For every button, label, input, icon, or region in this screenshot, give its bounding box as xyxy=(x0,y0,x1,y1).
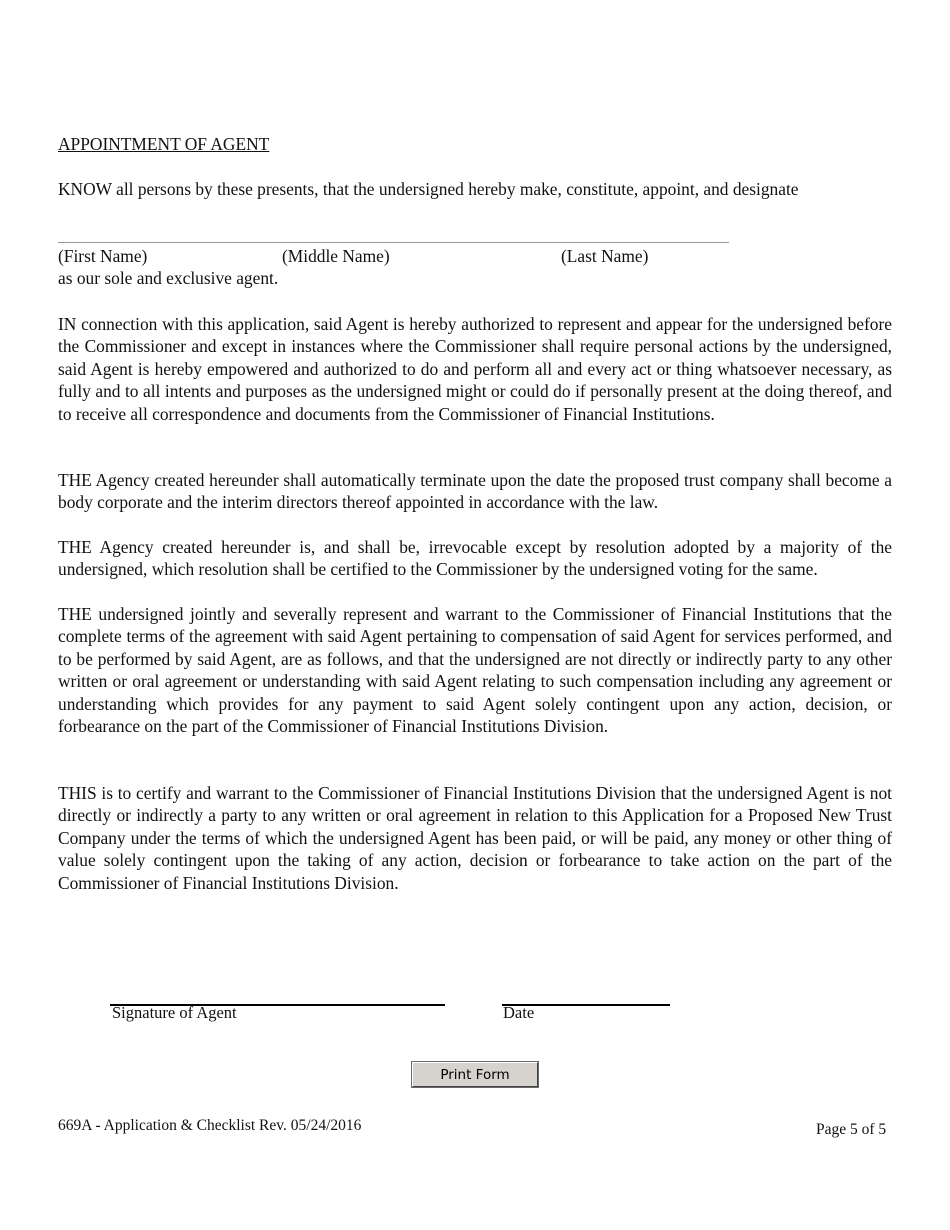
paragraph-compensation: THE undersigned jointly and severally represent and warrant to the Commissioner of Financial Institutions that the complete terms of the agreement with said Agent pertaining to compensation of said Agent for services performed, and to be performed by said Agent, are as follows, and that the undersigned are not directly or indirectly party to any other written or oral agreement or understanding with said Agent relating to such compensation including any agreement or understanding which provides for any payment to said Agent solely contingent upon any action, decision, or forbearance on the part of the Commissioner of Financial Institutions Division. xyxy=(58,604,892,737)
signature-of-agent-label: Signature of Agent xyxy=(112,1003,237,1022)
paragraph-irrevocable: THE Agency created hereunder is, and shall be, irrevocable except by resolution adopted by a majority of the undersigned, which resolution shall be certified to the Commissioner by the undersigned voting for the same. xyxy=(58,537,892,580)
paragraph-termination: THE Agency created hereunder shall automatically terminate upon the date the proposed trust company shall become a body corporate and the interim directors thereof appointed in accordance with the law. xyxy=(58,470,892,513)
page-title: APPOINTMENT OF AGENT xyxy=(58,134,270,154)
agent-name-field[interactable] xyxy=(58,242,729,243)
agent-clause: as our sole and exclusive agent. xyxy=(58,268,279,288)
page-number: Page 5 of 5 xyxy=(816,1121,887,1138)
paragraph-authorization: IN connection with this application, said Agent is hereby authorized to represent and appear for the undersigned before the Commissioner and except in instances where the Commissioner shall require personal actions by the undersigned, said Agent is hereby empowered and authorized to do and perform all and every act or thing whatsoever necessary, as fully and to all intents and purposes as the undersigned might or could do if personally present at the doing thereof, and to receive all correspondence and documents from the Commissioner of Financial Institutions. xyxy=(58,314,892,424)
print-form-button[interactable]: Print Form xyxy=(412,1062,538,1087)
date-label: Date xyxy=(503,1003,535,1022)
form-id-footer: 669A - Application & Checklist Rev. 05/24/2016 xyxy=(58,1117,362,1134)
intro-text: KNOW all persons by these presents, that the undersigned hereby make, constitute, appoint, and designate xyxy=(58,179,799,199)
middle-name-label: (Middle Name) xyxy=(282,246,390,266)
paragraph-certification: THIS is to certify and warrant to the Commissioner of Financial Institutions Division that the undersigned Agent is not directly or indirectly a party to any written or oral agreement in relation to this Application for a Proposed New Trust Company under the terms of which the undersigned Agent has been paid, or will be paid, any money or other thing of value solely contingent upon the taking of any action, decision or forbearance to take action on the part of the Commissioner of Financial Institutions Division. xyxy=(58,783,892,893)
first-name-label: (First Name) xyxy=(58,246,148,266)
last-name-label: (Last Name) xyxy=(561,246,649,266)
